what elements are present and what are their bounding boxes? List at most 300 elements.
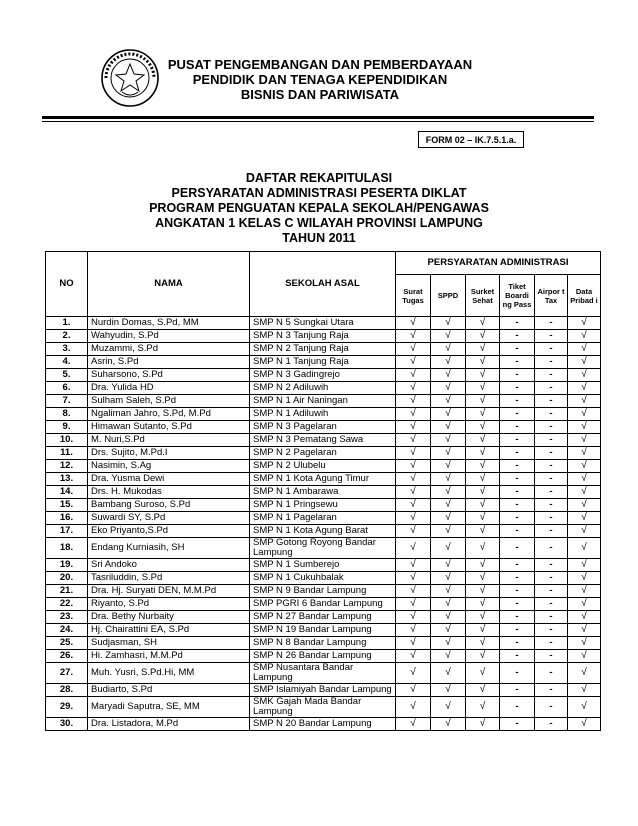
requirement-mark: √ bbox=[396, 650, 431, 663]
requirement-mark: √ bbox=[396, 434, 431, 447]
requirement-mark: - bbox=[500, 559, 535, 572]
requirement-mark: √ bbox=[431, 611, 466, 624]
requirement-mark: √ bbox=[568, 434, 601, 447]
requirement-mark: - bbox=[535, 512, 568, 525]
header-surket-sehat: Surket Sehat bbox=[466, 275, 500, 317]
requirement-mark: - bbox=[535, 572, 568, 585]
requirement-mark: - bbox=[535, 421, 568, 434]
requirement-mark: √ bbox=[466, 718, 500, 731]
requirement-mark: √ bbox=[396, 684, 431, 697]
participant-name: M. Nuri,S.Pd bbox=[88, 434, 250, 447]
row-number: 14. bbox=[46, 486, 88, 499]
participant-name: Hj. Chairattini EA, S.Pd bbox=[88, 624, 250, 637]
requirement-mark: - bbox=[535, 473, 568, 486]
table-row bbox=[46, 330, 601, 343]
school-name: SMP PGRI 6 Bandar Lampung bbox=[250, 598, 396, 611]
school-name: SMP Islamiyah Bandar Lampung bbox=[250, 684, 396, 697]
requirement-mark: √ bbox=[431, 585, 466, 598]
participant-name: Dra. Hj. Suryati DEN, M.M.Pd bbox=[88, 585, 250, 598]
requirement-mark: √ bbox=[568, 559, 601, 572]
requirement-mark: - bbox=[500, 421, 535, 434]
table-row bbox=[46, 473, 601, 486]
school-name: SMP N 3 Pematang Sawa bbox=[250, 434, 396, 447]
table-row bbox=[46, 572, 601, 585]
requirement-mark: √ bbox=[568, 447, 601, 460]
participant-name: Drs. H. Mukodas bbox=[88, 486, 250, 499]
title-line: PROGRAM PENGUATAN KEPALA SEKOLAH/PENGAWAS bbox=[149, 201, 489, 215]
requirement-mark: √ bbox=[396, 499, 431, 512]
requirement-mark: √ bbox=[431, 421, 466, 434]
requirement-mark: - bbox=[535, 718, 568, 731]
row-number: 18. bbox=[46, 538, 88, 559]
requirement-mark: √ bbox=[568, 697, 601, 718]
school-name: SMP Nusantara Bandar Lampung bbox=[250, 663, 396, 684]
school-name: SMP N 9 Bandar Lampung bbox=[250, 585, 396, 598]
requirement-mark: √ bbox=[396, 382, 431, 395]
requirement-mark: √ bbox=[396, 460, 431, 473]
requirement-mark: √ bbox=[568, 343, 601, 356]
school-name: SMP N 1 Kota Agung Barat bbox=[250, 525, 396, 538]
requirement-mark: √ bbox=[396, 637, 431, 650]
school-name: SMP N 2 Ulubelu bbox=[250, 460, 396, 473]
requirement-mark: √ bbox=[396, 585, 431, 598]
requirement-mark: - bbox=[535, 598, 568, 611]
table-row bbox=[46, 512, 601, 525]
row-number: 28. bbox=[46, 684, 88, 697]
table-row bbox=[46, 718, 601, 731]
requirement-mark: √ bbox=[568, 395, 601, 408]
table-row bbox=[46, 356, 601, 369]
requirement-mark: √ bbox=[396, 624, 431, 637]
participant-name: Wahyudin, S.Pd bbox=[88, 330, 250, 343]
participant-name: Sulham Saleh, S.Pd bbox=[88, 395, 250, 408]
school-name: SMP N 26 Bandar Lampung bbox=[250, 650, 396, 663]
institution-line-2: PENDIDIK DAN TENAGA KEPENDIDIKAN bbox=[192, 72, 448, 87]
school-name: SMP N 1 Kota Agung Timur bbox=[250, 473, 396, 486]
requirement-mark: √ bbox=[431, 697, 466, 718]
school-name: SMP N 1 Sumberejo bbox=[250, 559, 396, 572]
requirement-mark: √ bbox=[568, 317, 601, 330]
requirement-mark: - bbox=[535, 460, 568, 473]
requirement-mark: √ bbox=[568, 408, 601, 421]
requirement-mark: √ bbox=[431, 598, 466, 611]
title-line: PERSYARATAN ADMINISTRASI PESERTA DIKLAT bbox=[171, 186, 467, 200]
row-number: 8. bbox=[46, 408, 88, 421]
requirement-mark: √ bbox=[466, 572, 500, 585]
school-name: SMP N 3 Tanjung Raja bbox=[250, 330, 396, 343]
requirement-mark: - bbox=[535, 559, 568, 572]
participant-name: Maryadi Saputra, SE, MM bbox=[88, 697, 250, 718]
requirement-mark: √ bbox=[568, 356, 601, 369]
requirement-mark: √ bbox=[568, 369, 601, 382]
requirement-mark: √ bbox=[568, 624, 601, 637]
requirement-mark: - bbox=[500, 499, 535, 512]
requirement-mark: √ bbox=[396, 663, 431, 684]
requirement-mark: √ bbox=[431, 559, 466, 572]
requirement-mark: √ bbox=[466, 330, 500, 343]
school-name: SMP N 3 Gadingrejo bbox=[250, 369, 396, 382]
requirement-mark: √ bbox=[466, 421, 500, 434]
requirement-mark: √ bbox=[431, 624, 466, 637]
school-name: SMP N 1 Ambarawa bbox=[250, 486, 396, 499]
requirement-mark: √ bbox=[431, 434, 466, 447]
requirement-mark: √ bbox=[396, 559, 431, 572]
requirement-mark: √ bbox=[466, 525, 500, 538]
participant-name: Suharsono, S.Pd bbox=[88, 369, 250, 382]
requirement-mark: - bbox=[500, 684, 535, 697]
requirement-mark: - bbox=[535, 663, 568, 684]
requirement-mark: √ bbox=[431, 382, 466, 395]
requirement-mark: √ bbox=[568, 598, 601, 611]
school-name: SMK Gajah Mada Bandar Lampung bbox=[250, 697, 396, 718]
requirement-mark: √ bbox=[568, 718, 601, 731]
title-line: TAHUN 2011 bbox=[282, 231, 356, 245]
requirement-mark: - bbox=[500, 637, 535, 650]
requirement-mark: √ bbox=[431, 538, 466, 559]
requirement-mark: √ bbox=[568, 486, 601, 499]
requirement-mark: √ bbox=[396, 486, 431, 499]
requirement-mark: √ bbox=[396, 598, 431, 611]
requirement-mark: - bbox=[500, 473, 535, 486]
requirement-mark: √ bbox=[431, 460, 466, 473]
requirement-mark: - bbox=[535, 356, 568, 369]
requirement-mark: √ bbox=[396, 369, 431, 382]
requirement-mark: - bbox=[500, 408, 535, 421]
table-row bbox=[46, 395, 601, 408]
requirement-mark: √ bbox=[466, 538, 500, 559]
table-row bbox=[46, 369, 601, 382]
participant-name: Sri Andoko bbox=[88, 559, 250, 572]
participant-name: Riyanto, S.Pd bbox=[88, 598, 250, 611]
requirement-mark: √ bbox=[396, 697, 431, 718]
row-number: 10. bbox=[46, 434, 88, 447]
requirement-mark: √ bbox=[466, 637, 500, 650]
requirement-mark: √ bbox=[466, 559, 500, 572]
row-number: 2. bbox=[46, 330, 88, 343]
requirement-mark: - bbox=[500, 585, 535, 598]
requirement-mark: √ bbox=[396, 408, 431, 421]
participant-name: Ngaliman Jahro, S.Pd, M.Pd bbox=[88, 408, 250, 421]
table-row bbox=[46, 585, 601, 598]
requirement-mark: √ bbox=[396, 718, 431, 731]
requirement-mark: √ bbox=[568, 637, 601, 650]
requirement-mark: √ bbox=[431, 330, 466, 343]
table-row bbox=[46, 499, 601, 512]
requirement-mark: - bbox=[535, 317, 568, 330]
requirement-mark: √ bbox=[568, 650, 601, 663]
row-number: 30. bbox=[46, 718, 88, 731]
row-number: 7. bbox=[46, 395, 88, 408]
requirement-mark: - bbox=[500, 512, 535, 525]
row-number: 21. bbox=[46, 585, 88, 598]
requirement-mark: - bbox=[500, 572, 535, 585]
header-no: NO bbox=[46, 252, 88, 317]
row-number: 3. bbox=[46, 343, 88, 356]
requirement-mark: √ bbox=[396, 512, 431, 525]
participant-name: Bambang Suroso, S.Pd bbox=[88, 499, 250, 512]
requirement-mark: √ bbox=[466, 598, 500, 611]
requirement-mark: √ bbox=[568, 684, 601, 697]
requirement-mark: √ bbox=[466, 447, 500, 460]
requirement-mark: √ bbox=[431, 512, 466, 525]
header-nama: NAMA bbox=[88, 252, 250, 317]
requirement-mark: √ bbox=[568, 585, 601, 598]
table-row bbox=[46, 434, 601, 447]
table-row bbox=[46, 598, 601, 611]
requirement-mark: - bbox=[500, 598, 535, 611]
requirement-mark: √ bbox=[466, 650, 500, 663]
form-code: FORM 02 – IK.7.5.1.a. bbox=[418, 131, 524, 148]
requirement-mark: √ bbox=[466, 317, 500, 330]
requirement-mark: √ bbox=[396, 538, 431, 559]
requirement-mark: √ bbox=[568, 525, 601, 538]
requirement-mark: - bbox=[500, 697, 535, 718]
participant-name: Asrin, S.Pd bbox=[88, 356, 250, 369]
requirement-mark: √ bbox=[466, 343, 500, 356]
requirement-mark: √ bbox=[568, 421, 601, 434]
requirement-mark: √ bbox=[431, 395, 466, 408]
requirement-mark: - bbox=[500, 624, 535, 637]
row-number: 16. bbox=[46, 512, 88, 525]
participant-name: Muh. Yusri, S.Pd.Hi, MM bbox=[88, 663, 250, 684]
requirement-mark: √ bbox=[466, 434, 500, 447]
school-name: SMP N 1 Pringsewu bbox=[250, 499, 396, 512]
participant-name: Drs. Sujito, M.Pd.I bbox=[88, 447, 250, 460]
table-body bbox=[46, 317, 601, 731]
requirement-mark: - bbox=[500, 356, 535, 369]
row-number: 5. bbox=[46, 369, 88, 382]
requirement-mark: - bbox=[535, 525, 568, 538]
requirement-mark: √ bbox=[466, 611, 500, 624]
school-name: SMP N 5 Sungkai Utara bbox=[250, 317, 396, 330]
requirement-mark: √ bbox=[466, 382, 500, 395]
requirement-mark: √ bbox=[568, 499, 601, 512]
header-sekolah: SEKOLAH ASAL bbox=[250, 252, 396, 317]
row-number: 9. bbox=[46, 421, 88, 434]
requirement-mark: √ bbox=[431, 369, 466, 382]
participant-name: Tasriluddin, S.Pd bbox=[88, 572, 250, 585]
requirement-mark: √ bbox=[466, 697, 500, 718]
header-surat-tugas: Surat Tugas bbox=[396, 275, 431, 317]
institution-line-3: BISNIS DAN PARIWISATA bbox=[240, 87, 400, 102]
table-row bbox=[46, 663, 601, 684]
row-number: 19. bbox=[46, 559, 88, 572]
requirement-mark: √ bbox=[431, 637, 466, 650]
table-row bbox=[46, 624, 601, 637]
row-number: 26. bbox=[46, 650, 88, 663]
row-number: 25. bbox=[46, 637, 88, 650]
header-rule-thin bbox=[42, 121, 594, 122]
requirement-mark: √ bbox=[466, 473, 500, 486]
school-name: SMP N 1 Cukuhbalak bbox=[250, 572, 396, 585]
requirement-mark: √ bbox=[431, 447, 466, 460]
requirement-mark: - bbox=[500, 650, 535, 663]
requirement-mark: √ bbox=[466, 486, 500, 499]
table-row bbox=[46, 684, 601, 697]
requirement-mark: √ bbox=[568, 330, 601, 343]
school-name: SMP N 2 Pagelaran bbox=[250, 447, 396, 460]
requirement-mark: - bbox=[535, 447, 568, 460]
school-name: SMP N 27 Bandar Lampung bbox=[250, 611, 396, 624]
requirement-mark: √ bbox=[466, 663, 500, 684]
requirement-mark: - bbox=[535, 369, 568, 382]
row-number: 22. bbox=[46, 598, 88, 611]
requirement-mark: √ bbox=[466, 395, 500, 408]
requirement-mark: - bbox=[535, 382, 568, 395]
requirement-mark: - bbox=[535, 486, 568, 499]
requirement-mark: - bbox=[535, 343, 568, 356]
requirement-mark: - bbox=[500, 525, 535, 538]
requirement-mark: - bbox=[500, 538, 535, 559]
requirement-mark: - bbox=[535, 395, 568, 408]
row-number: 29. bbox=[46, 697, 88, 718]
requirement-mark: √ bbox=[431, 650, 466, 663]
requirement-mark: √ bbox=[466, 684, 500, 697]
requirement-mark: - bbox=[535, 611, 568, 624]
participant-name: Dra. Yusma Dewi bbox=[88, 473, 250, 486]
requirement-mark: - bbox=[500, 460, 535, 473]
header-persyaratan: PERSYARATAN ADMINISTRASI bbox=[396, 252, 601, 275]
requirement-mark: - bbox=[535, 585, 568, 598]
participant-name: Nurdin Domas, S.Pd, MM bbox=[88, 317, 250, 330]
requirement-mark: √ bbox=[396, 343, 431, 356]
participant-name: Nasimin, S.Ag bbox=[88, 460, 250, 473]
table-row bbox=[46, 538, 601, 559]
requirement-mark: - bbox=[535, 434, 568, 447]
school-name: SMP N 3 Pagelaran bbox=[250, 421, 396, 434]
requirement-mark: √ bbox=[466, 512, 500, 525]
requirement-mark: √ bbox=[466, 408, 500, 421]
row-number: 6. bbox=[46, 382, 88, 395]
requirement-mark: √ bbox=[568, 663, 601, 684]
requirement-mark: √ bbox=[396, 317, 431, 330]
requirement-mark: √ bbox=[396, 572, 431, 585]
requirement-mark: √ bbox=[568, 611, 601, 624]
requirement-mark: √ bbox=[431, 684, 466, 697]
requirement-mark: √ bbox=[431, 572, 466, 585]
requirement-mark: √ bbox=[568, 382, 601, 395]
row-number: 15. bbox=[46, 499, 88, 512]
requirement-mark: - bbox=[535, 650, 568, 663]
participant-name: Himawan Sutanto, S.Pd bbox=[88, 421, 250, 434]
requirement-mark: √ bbox=[568, 538, 601, 559]
requirement-mark: - bbox=[500, 330, 535, 343]
header-sppd: SPPD bbox=[431, 275, 466, 317]
table-row bbox=[46, 525, 601, 538]
table-row bbox=[46, 486, 601, 499]
requirement-mark: - bbox=[500, 447, 535, 460]
table-row bbox=[46, 343, 601, 356]
participant-name: Budiarto, S.Pd bbox=[88, 684, 250, 697]
requirement-mark: - bbox=[535, 697, 568, 718]
requirement-mark: - bbox=[535, 408, 568, 421]
participant-name: Muzammi, S.Pd bbox=[88, 343, 250, 356]
row-number: 17. bbox=[46, 525, 88, 538]
school-name: SMP N 1 Air Naningan bbox=[250, 395, 396, 408]
requirement-mark: √ bbox=[568, 512, 601, 525]
school-name: SMP N 1 Tanjung Raja bbox=[250, 356, 396, 369]
table-row bbox=[46, 421, 601, 434]
requirement-mark: √ bbox=[396, 611, 431, 624]
requirement-mark: - bbox=[535, 637, 568, 650]
row-number: 4. bbox=[46, 356, 88, 369]
row-number: 12. bbox=[46, 460, 88, 473]
document-titles bbox=[0, 171, 638, 246]
requirement-mark: - bbox=[500, 369, 535, 382]
requirement-mark: √ bbox=[396, 473, 431, 486]
requirement-mark: √ bbox=[466, 624, 500, 637]
table-row bbox=[46, 460, 601, 473]
school-name: SMP N 1 Pagelaran bbox=[250, 512, 396, 525]
school-name: SMP N 1 Adiluwih bbox=[250, 408, 396, 421]
table-row bbox=[46, 650, 601, 663]
requirement-mark: √ bbox=[396, 447, 431, 460]
requirement-mark: - bbox=[500, 382, 535, 395]
title-line: ANGKATAN 1 KELAS C WILAYAH PROVINSI LAMPUNG bbox=[155, 216, 483, 230]
participant-name: Dra. Listadora, M.Pd bbox=[88, 718, 250, 731]
requirement-mark: √ bbox=[568, 572, 601, 585]
recap-table bbox=[45, 251, 601, 731]
participant-name: Dra. Bethy Nurbaity bbox=[88, 611, 250, 624]
requirement-mark: - bbox=[500, 395, 535, 408]
requirement-mark: - bbox=[535, 538, 568, 559]
row-number: 13. bbox=[46, 473, 88, 486]
row-number: 20. bbox=[46, 572, 88, 585]
requirement-mark: - bbox=[500, 663, 535, 684]
requirement-mark: - bbox=[500, 486, 535, 499]
requirement-mark: √ bbox=[466, 499, 500, 512]
school-name: SMP N 20 Bandar Lampung bbox=[250, 718, 396, 731]
requirement-mark: √ bbox=[431, 718, 466, 731]
requirement-mark: √ bbox=[466, 369, 500, 382]
requirement-mark: √ bbox=[431, 408, 466, 421]
table-row bbox=[46, 408, 601, 421]
requirement-mark: √ bbox=[466, 585, 500, 598]
requirement-mark: √ bbox=[431, 473, 466, 486]
table-row bbox=[46, 637, 601, 650]
header-rule-thick bbox=[42, 116, 594, 119]
requirement-mark: √ bbox=[396, 395, 431, 408]
requirement-mark: √ bbox=[431, 525, 466, 538]
requirement-mark: √ bbox=[396, 421, 431, 434]
institution-line-1: PUSAT PENGEMBANGAN DAN PEMBERDAYAAN bbox=[167, 57, 473, 72]
participant-name: Eko Priyanto,S.Pd bbox=[88, 525, 250, 538]
requirement-mark: - bbox=[535, 330, 568, 343]
school-name: SMP Gotong Royong Bandar Lampung bbox=[250, 538, 396, 559]
requirement-mark: √ bbox=[466, 460, 500, 473]
requirement-mark: - bbox=[500, 343, 535, 356]
requirement-mark: √ bbox=[431, 499, 466, 512]
participant-name: Suwardi SY, S.Pd bbox=[88, 512, 250, 525]
requirement-mark: √ bbox=[431, 317, 466, 330]
row-number: 11. bbox=[46, 447, 88, 460]
requirement-mark: √ bbox=[568, 473, 601, 486]
requirement-mark: - bbox=[535, 499, 568, 512]
requirement-mark: √ bbox=[431, 356, 466, 369]
requirement-mark: - bbox=[535, 624, 568, 637]
participant-name: Sudjasman, SH bbox=[88, 637, 250, 650]
requirement-mark: √ bbox=[396, 330, 431, 343]
table-row bbox=[46, 382, 601, 395]
school-name: SMP N 2 Tanjung Raja bbox=[250, 343, 396, 356]
row-number: 23. bbox=[46, 611, 88, 624]
header-tiket-boarding-pass: Tiket Boardi ng Pass bbox=[500, 275, 535, 317]
table-row bbox=[46, 697, 601, 718]
table-row bbox=[46, 611, 601, 624]
school-name: SMP N 8 Bandar Lampung bbox=[250, 637, 396, 650]
requirement-mark: - bbox=[500, 434, 535, 447]
requirement-mark: - bbox=[500, 317, 535, 330]
